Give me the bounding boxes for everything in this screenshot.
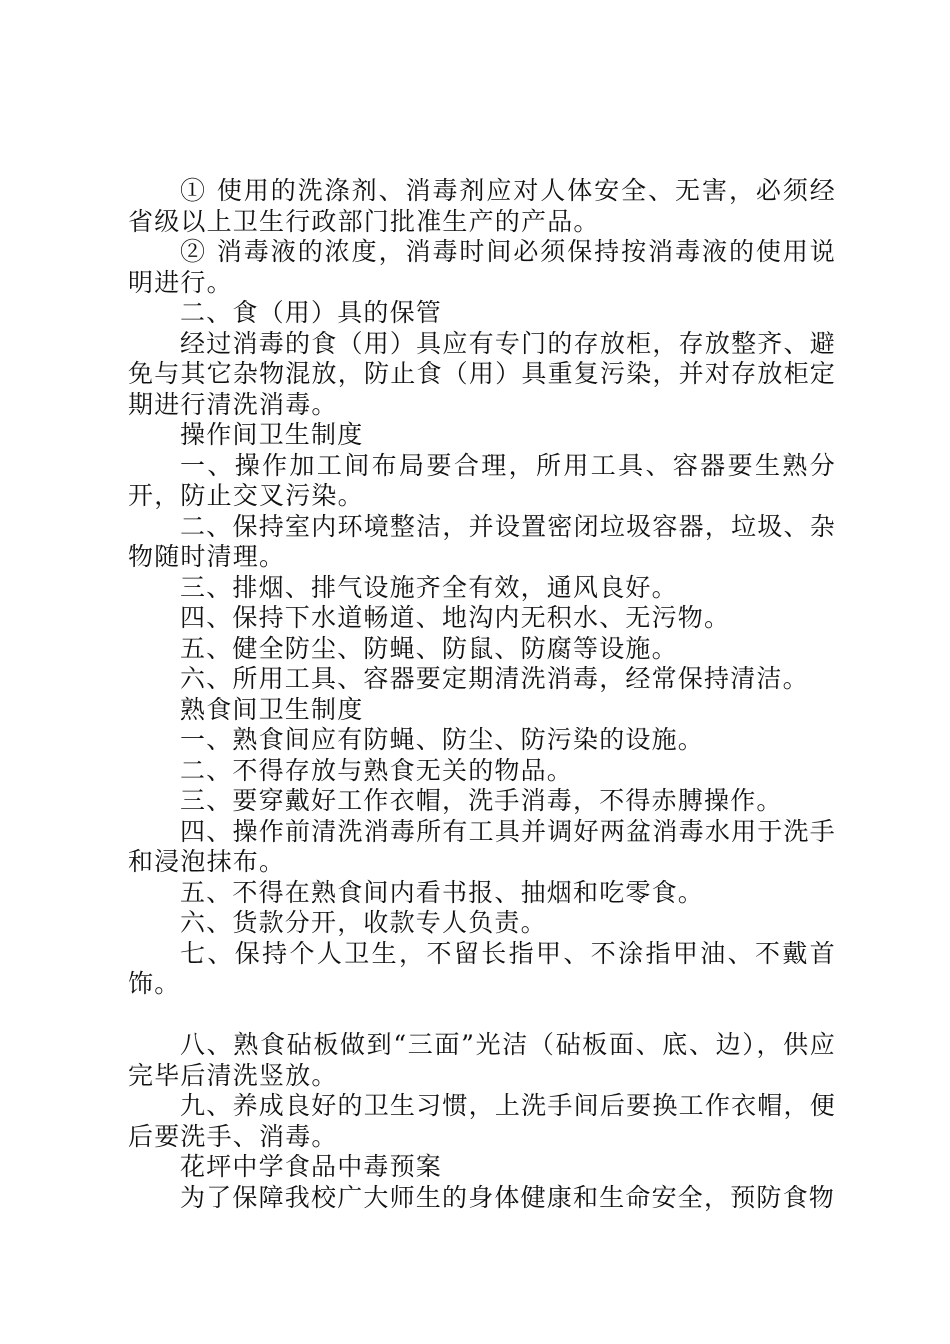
paragraph-plan-intro: 为了保障我校广大师生的身体健康和生命安全，预防食物 (180, 1182, 836, 1212)
heading-food-poisoning-plan: 花坪中学食品中毒预案 (180, 1152, 443, 1181)
paragraph-cooked-rule-9: 九、养成良好的卫生习惯，上洗手间后要换工作衣帽，便后要洗手、消毒。 (128, 1091, 836, 1151)
paragraph-cooked-rule-5: 五、不得在熟食间内看书报、抽烟和吃零食。 (180, 877, 705, 907)
paragraph-workroom-rule-2: 二、保持室内环境整洁，并设置密闭垃圾容器，垃圾、杂物随时清理。 (128, 511, 836, 571)
heading-cooked-food-hygiene: 熟食间卫生制度 (180, 694, 364, 724)
document-body (128, 176, 836, 1213)
paragraph-workroom-rule-4: 四、保持下水道畅道、地沟内无积水、无污物。 (180, 603, 731, 632)
paragraph-workroom-rule-1: 一、操作加工间布局要合理，所用工具、容器要生熟分开，防止交叉污染。 (128, 450, 836, 510)
paragraph-cooked-rule-6: 六、货款分开，收款专人负责。 (180, 908, 547, 937)
paragraph-workroom-rule-6: 六、所用工具、容器要定期清洗消毒，经常保持清洁。 (180, 664, 809, 693)
paragraph-cooked-rule-1: 一、熟食间应有防蝇、防尘、防污染的设施。 (180, 725, 705, 754)
blank-line (128, 1000, 836, 1031)
paragraph-cooked-rule-3: 三、要穿戴好工作衣帽，洗手消毒，不得赤膊操作。 (180, 786, 783, 815)
paragraph-cooked-rule-4: 四、操作前清洗消毒所有工具并调好两盆消毒水用于洗手和浸泡抹布。 (128, 816, 836, 876)
heading-workroom-hygiene: 操作间卫生制度 (180, 420, 364, 449)
paragraph-cooked-rule-2: 二、不得存放与熟食无关的物品。 (180, 755, 574, 785)
paragraph-cooked-rule-7: 七、保持个人卫生，不留长指甲、不涂指甲油、不戴首饰。 (128, 938, 836, 998)
heading-utensil-storage: 二、食（用）具的保管 (180, 298, 443, 327)
paragraph-disinfectant-concentration: ② 消毒液的浓度，消毒时间必须保持按消毒液的使用说明进行。 (128, 237, 836, 297)
paragraph-workroom-rule-5: 五、健全防尘、防蝇、防鼠、防腐等设施。 (180, 633, 678, 663)
paragraph-workroom-rule-3: 三、排烟、排气设施齐全有效，通风良好。 (180, 572, 678, 602)
paragraph-detergent-safety: ① 使用的洗涤剂、消毒剂应对人体安全、无害，必须经省级以上卫生行政部门批准生产的产品。 (128, 176, 836, 236)
paragraph-utensil-storage: 经过消毒的食（用）具应有专门的存放柜，存放整齐、避免与其它杂物混放，防止食（用）具重复污染，并对存放柜定期进行清洗消毒。 (128, 328, 836, 419)
paragraph-cooked-rule-8: 八、熟食砧板做到“三面”光洁（砧板面、底、边），供应完毕后清洗竖放。 (128, 1030, 836, 1090)
